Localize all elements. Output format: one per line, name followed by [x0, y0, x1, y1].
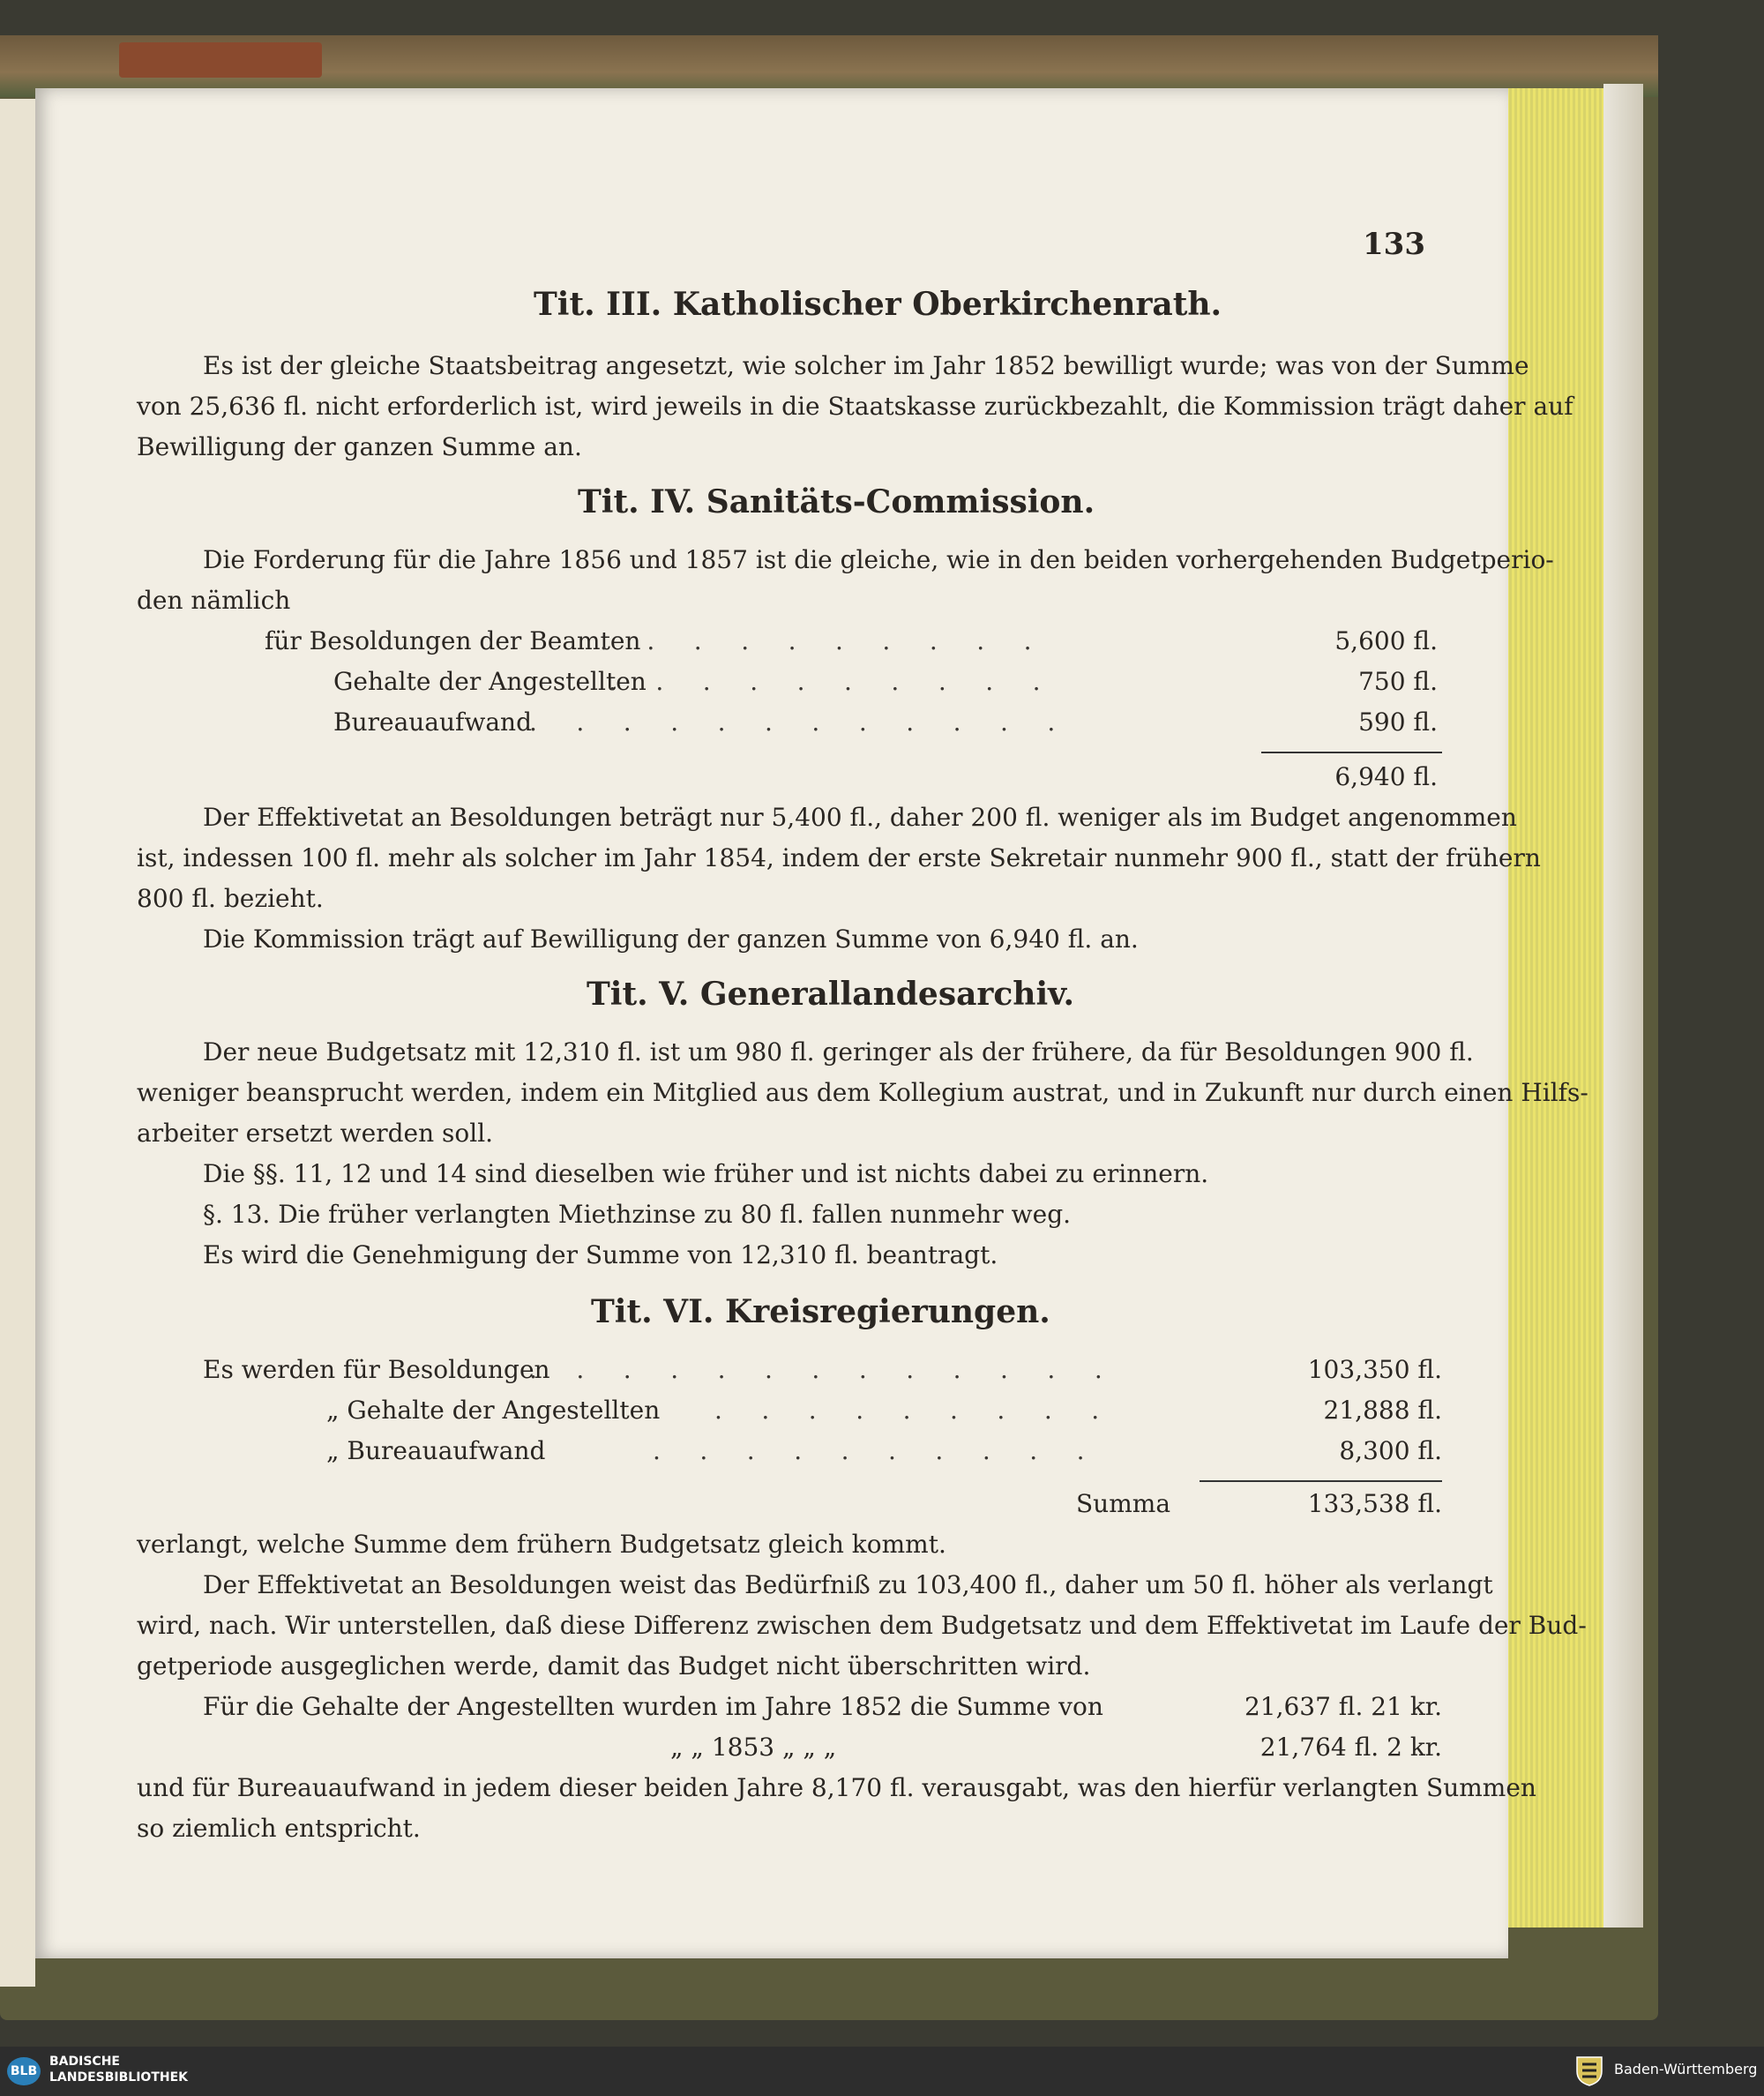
paragraph-line: §. 13. Die früher verlangten Miethzinse zu 80 fl. fallen nunmehr weg. — [203, 1200, 1072, 1229]
sum-rule — [1200, 1480, 1442, 1482]
budget-item-label: Es werden für Besoldungen — [203, 1355, 550, 1384]
page-edges-outer — [1603, 84, 1643, 1928]
paragraph-line: getperiode ausgeglichen werde, damit das Budget nicht überschritten wird. — [137, 1651, 1091, 1681]
library-name-line1: BADISCHE — [49, 2055, 120, 2069]
budget-item-label: Gehalte der Angestellten — [333, 667, 647, 696]
leader-dots: . . . . . . . . . . . . . — [529, 1355, 1102, 1384]
leader-dots: . . . . . . . . . . — [609, 667, 1041, 696]
budget-item-label: „ Gehalte der Angestellten — [326, 1396, 661, 1425]
year-row-label: Für die Gehalte der Angestellten wurden im Jahre 1852 die Summe von — [203, 1692, 1103, 1721]
paragraph-line: weniger beansprucht werden, indem ein Mitglied aus dem Kollegium austrat, und in Zukunft nur durch einen Hilfs- — [137, 1078, 1588, 1107]
paragraph-line: Der Effektivetat an Besoldungen weist das Bedürfniß zu 103,400 fl., daher um 50 fl. höher als verlangt — [203, 1570, 1493, 1599]
paragraph-line: ist, indessen 100 fl. mehr als solcher im Jahr 1854, indem der erste Sekretair nunmehr 900 fl., statt der frühern — [137, 843, 1541, 872]
viewer-footer — [0, 2047, 1764, 2096]
paragraph-line: von 25,636 fl. nicht erforderlich ist, wird jeweils in die Staatskasse zurückbezahlt, die Kommission trägt daher auf — [137, 392, 1573, 421]
paragraph-line: den nämlich — [137, 586, 291, 615]
facing-page-edge — [0, 99, 35, 1987]
leader-dots: . . . . . . . . . . . . — [529, 707, 1056, 737]
budget-item-amount: 21,888 fl. — [1323, 1396, 1442, 1425]
sum-rule — [1261, 752, 1442, 753]
state-name[interactable]: Baden-Württemberg — [1614, 2061, 1758, 2077]
document-page — [35, 88, 1588, 1958]
budget-total: 6,940 fl. — [1334, 762, 1438, 791]
blb-logo[interactable]: BLB — [7, 2057, 41, 2085]
library-name-line2: LANDESBIBLIOTHEK — [49, 2070, 189, 2085]
paragraph-line: Die §§. 11, 12 und 14 sind dieselben wie früher und ist nichts dabei zu erinnern. — [203, 1159, 1209, 1188]
budget-item-label: „ Bureauaufwand — [326, 1436, 546, 1465]
paragraph-line: Der neue Budgetsatz mit 12,310 fl. ist um 980 fl. geringer als der frühere, da für Besoldungen 900 fl. — [203, 1037, 1474, 1067]
summa-label: Summa — [1076, 1489, 1171, 1518]
baden-wuerttemberg-crest-icon — [1575, 2055, 1603, 2087]
section-heading-tit-vi: Tit. VI. Kreisregierungen. — [591, 1293, 1050, 1330]
paragraph-line: Der Effektivetat an Besoldungen beträgt nur 5,400 fl., daher 200 fl. weniger als im Budget angenommen — [203, 803, 1517, 832]
paragraph-line: 800 fl. bezieht. — [137, 884, 324, 913]
leader-dots: . . . . . . . . . . — [600, 626, 1032, 655]
budget-item-amount: 103,350 fl. — [1307, 1355, 1442, 1384]
section-heading-tit-iv: Tit. IV. Sanitäts-Commission. — [578, 483, 1095, 520]
budget-item-amount: 590 fl. — [1358, 707, 1438, 737]
paragraph-line: arbeiter ersetzt werden soll. — [137, 1119, 494, 1148]
paragraph-line: Bewilligung der ganzen Summe an. — [137, 432, 582, 461]
paragraph-line: Es ist der gleiche Staatsbeitrag angesetzt, wie solcher im Jahr 1852 bewilligt wurde; was von der Summe — [203, 351, 1529, 380]
paragraph-line: Es wird die Genehmigung der Summe von 12,310 fl. beantragt. — [203, 1240, 998, 1269]
budget-item-amount: 8,300 fl. — [1339, 1436, 1442, 1465]
paragraph-line: Die Kommission trägt auf Bewilligung der ganzen Summe von 6,940 fl. an. — [203, 924, 1139, 954]
section-heading-tit-iii: Tit. III. Katholischer Oberkirchenrath. — [534, 286, 1222, 323]
book-spine-label — [119, 42, 322, 78]
budget-item-amount: 5,600 fl. — [1334, 626, 1438, 655]
budget-item-label: für Besoldungen der Beamten — [265, 626, 641, 655]
paragraph-line: und für Bureauaufwand in jedem dieser beiden Jahre 8,170 fl. verausgabt, was den hierfür verlangten Summen — [137, 1773, 1536, 1802]
year-row-amount: 21,637 fl. 21 kr. — [1244, 1692, 1442, 1721]
page-number: 133 — [1363, 227, 1425, 262]
leader-dots: . . . . . . . . . . — [653, 1436, 1085, 1465]
leader-dots: . . . . . . . . . — [714, 1396, 1100, 1425]
paragraph-line: Die Forderung für die Jahre 1856 und 1857 ist die gleiche, wie in den beiden vorhergehenden Budgetperio- — [203, 545, 1554, 574]
paragraph-line: so ziemlich entspricht. — [137, 1814, 421, 1843]
section-heading-tit-v: Tit. V. Generallandesarchiv. — [587, 976, 1074, 1013]
library-name[interactable] — [49, 2054, 188, 2085]
paragraph-line: wird, nach. Wir unterstellen, daß diese Differenz zwischen dem Budgetsatz und dem Effektivetat im Laufe der Bud- — [137, 1611, 1587, 1640]
budget-item-amount: 750 fl. — [1358, 667, 1438, 696]
paragraph-line: verlangt, welche Summe dem frühern Budgetsatz gleich kommt. — [137, 1530, 946, 1559]
year-row-amount: 21,764 fl. 2 kr. — [1259, 1733, 1442, 1762]
summa-amount: 133,538 fl. — [1307, 1489, 1442, 1518]
budget-item-label: Bureauaufwand — [333, 707, 532, 737]
year-row-label: „ „ 1853 „ „ „ — [670, 1733, 837, 1762]
